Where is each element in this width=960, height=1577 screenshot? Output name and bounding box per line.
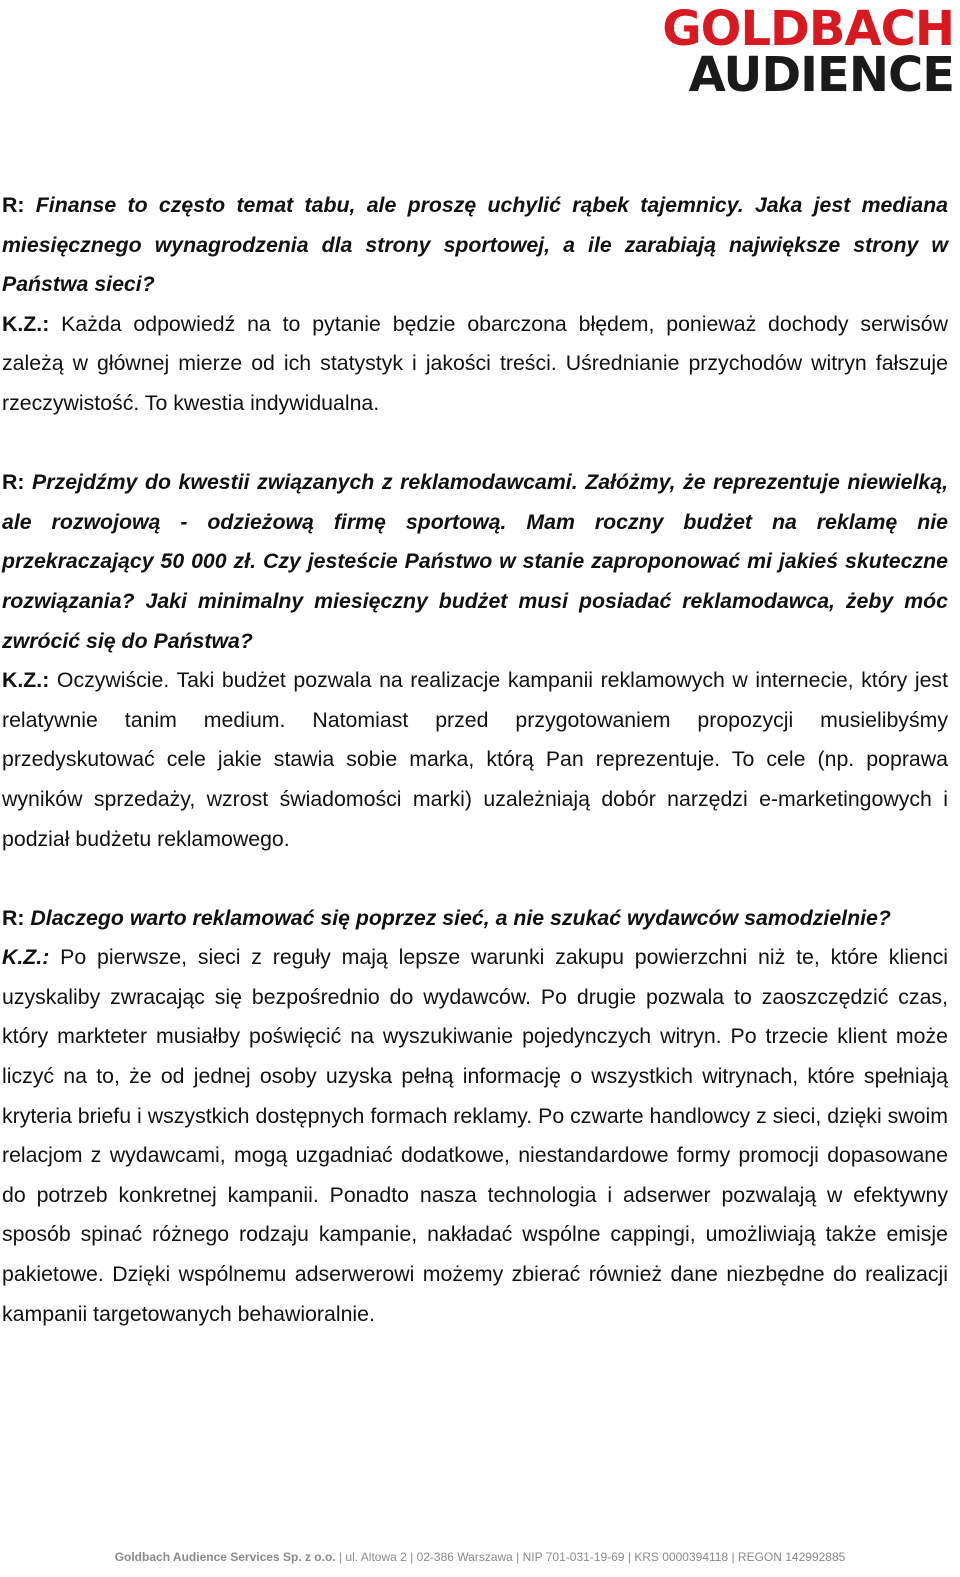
speaker-label: K.Z.: [2, 311, 50, 336]
paragraph-gap [2, 424, 948, 464]
footer-details: | ul. Altowa 2 | 02-386 Warszawa | NIP 701-031-19-69 | KRS 0000394118 | REGON 142992885 [335, 1550, 846, 1564]
speaker-label: K.Z.: [2, 668, 50, 693]
question-2 [2, 463, 948, 661]
question-3 [2, 899, 948, 939]
speaker-label: K.Z.: [2, 945, 50, 970]
answer-text: Po pierwsze, sieci z reguły mają lepsze warunki zakupu powierzchni niż te, które klienci uzyskaliby zwracając się bezpośrednio do wydawców. Po drugie pozwala to zaoszczędzić czas, który markteter musiałby poświęcić na wyszukiwanie pojedynczych witryn. Po trzecie klient może liczyć na to, że od jednej osoby uzyska pełną informację o wszystkich witrynach, które spełniają kryteria briefu i wszystkich dostępnych formach reklamy. Po czwarte handlowcy z sieci, dzięki swoim relacjom z wydawcami, mogą uzgadniać dodatkowe, niestandardowe formy promocji dopasowane do potrzeb konkretnej kampanii. Ponadto nasza technologia i adserwer pozwalają w efektywny sposób spinać różnego rodzaju kampanie, nakładać wspólne cappingi, umożliwiają także emisje pakietowe. Dzięki wspólnemu adserwerowi możemy zbierać również dane niezbędne do realizacji kampanii targetowanych behawioralnie. [2, 945, 948, 1326]
answer-text: Każda odpowiedź na to pytanie będzie obarczona błędem, ponieważ dochody serwisów zależą w głównej mierze od ich statystyk i jakości treści. Uśrednianie przychodów witryn fałszuje rzeczywistość. To kwestia indywidualna. [2, 311, 948, 415]
question-text: Finanse to często temat tabu, ale proszę uchylić rąbek tajemnicy. Jaka jest mediana miesięcznego wynagrodzenia dla strony sportowej, a ile zarabiają największe strony w Państwa sieci? [2, 193, 948, 297]
speaker-label: R: [2, 193, 25, 217]
question-text: Przejdźmy do kwestii związanych z reklamodawcami. Załóżmy, że reprezentuje niewielką, ale rozwojową - odzieżową firmę sportową. Mam roczny budżet na reklamę nie przekraczający 50 000 zł. Czy jesteście Państwo w stanie zaproponować mi jakieś skuteczne rozwiązania? Jaki minimalny miesięczny budżet musi posiadać reklamodawca, żeby móc zwrócić się do Państwa? [2, 470, 948, 653]
interview-body [2, 186, 948, 1334]
paragraph-gap [2, 859, 948, 899]
answer-3 [2, 938, 948, 1334]
speaker-label: R: [2, 905, 25, 930]
answer-2 [2, 661, 948, 859]
answer-1 [2, 305, 948, 424]
page-footer [0, 1550, 960, 1564]
goldbach-audience-logo [662, 1, 954, 103]
speaker-label: R: [2, 470, 25, 495]
logo-line-1: GOLDBACH [662, 1, 954, 57]
answer-text: Oczywiście. Taki budżet pozwala na realizacje kampanii reklamowych w internecie, który jest relatywnie tanim medium. Natomiast przed przygotowaniem propozycji musielibyśmy przedyskutować cele jakie stawia sobie marka, którą Pan reprezentuje. To cele (np. poprawa wyników sprzedaży, wzrost świadomości marki) uzależniają dobór narzędzi e-marketingowych i podział budżetu reklamowego. [2, 668, 948, 851]
logo-line-2: AUDIENCE [688, 47, 954, 103]
question-1 [2, 186, 948, 305]
question-text: Dlaczego warto reklamować się poprzez sieć, a nie szukać wydawców samodzielnie? [24, 905, 891, 930]
footer-company: Goldbach Audience Services Sp. z o.o. [114, 1550, 336, 1564]
